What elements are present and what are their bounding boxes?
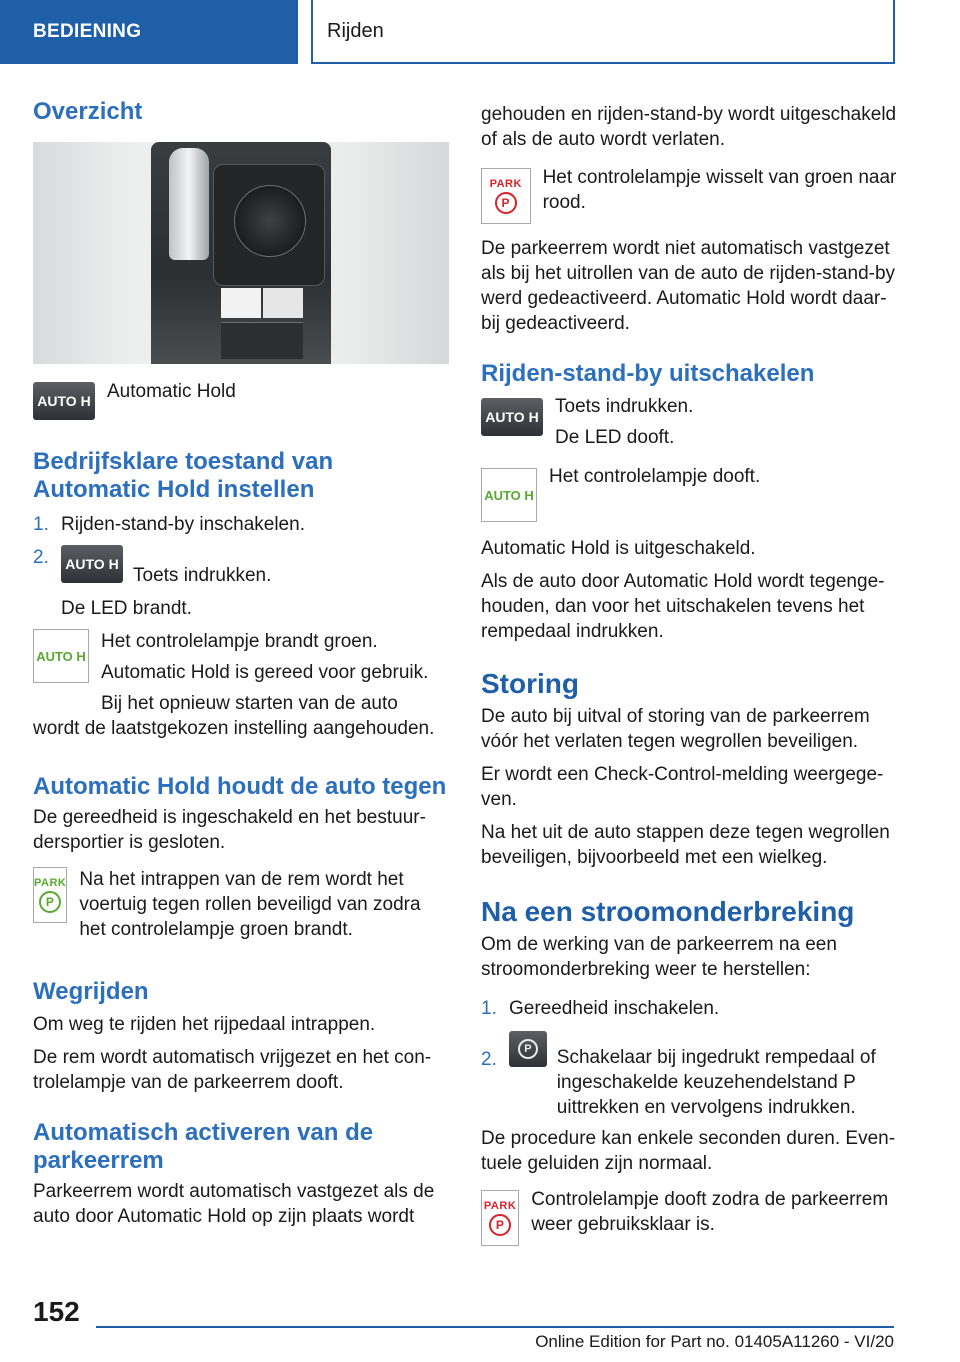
- gear-console-photo: [33, 142, 449, 364]
- auto-h-button-icon: AUTO H: [33, 382, 95, 420]
- section-heading-hold: Automatic Hold houdt de auto tegen: [33, 773, 447, 800]
- section-heading-power-interruption: Na een stroomonderbreking: [481, 896, 855, 927]
- section-heading-setup: Bedrijfsklare toestand van Automatic Hold instellen: [33, 448, 334, 503]
- section-tab: BEDIENING: [0, 0, 298, 64]
- edition-footer: Online Edition for Part no. 01405A11260 - VI/20: [535, 1332, 894, 1351]
- park-indicator-red-icon: PARK P: [481, 1190, 519, 1246]
- section-heading-standby-off: Rijden-stand-by uitschakelen: [481, 360, 815, 387]
- auto-h-button-icon: AUTO H: [61, 545, 123, 583]
- auto-h-indicator-green-icon: AUTO H: [481, 468, 537, 522]
- right-column: gehouden en rijden-stand-by wordt uitgeschakeld of als de auto wordt verlaten. PARK P Het controlelampje wisselt van groen naar rood. De parkeerrem wordt niet automatisch vastgezet als bij het uitrollen van de auto de rijden-stand-by werd gedeactiveerd. Automatic Hold wordt daarbij gedeactiveerd. Rijden-stand-by uitschakelen AUTO H Toets indrukken. De LED dooft. AUTO H Het controlelampje dooft. Automatic Hold is uitgeschakeld. Als de auto door Automatic Hold wordt tegengehouden, dan voor het uitschakelen tevens het rempedaal indrukken. Storing De auto bij uitval of storing van de parkeerrem vóór het verlaten tegen wegrollen beveiligen. Er wordt een Check-Control-melding weergegeven. Na het uit de auto stappen deze tegen wegrollen beveiligen, bijvoorbeeld met een wielkeg. Na een stroomonderbreking Om de werking van de parkeerrem na een stroomonderbreking weer te herstellen: 1. Gereedheid inschakelen. 2. P Schakelaar bij ingedrukt rempedaal of ingeschakelde keuzehendelstand P uittrekken en vervolgens indrukken. De procedure kan enkele seconden duren. Eventuele geluiden zijn normaal. PARK P Controlelampje dooft zodra de parkeerrem weer gebruiksklaar is.: [481, 98, 897, 1246]
- controller-dial-illustration: [234, 185, 306, 257]
- page-number: 152: [33, 1296, 80, 1327]
- parking-brake-switch-icon: P: [509, 1031, 547, 1067]
- auto-h-button-icon: AUTO H: [481, 398, 543, 436]
- section-heading-fault: Storing: [481, 668, 579, 699]
- gear-selector-illustration: [169, 148, 209, 260]
- list-item: 1. Rijden-stand-by inschakelen.: [33, 514, 305, 535]
- auto-h-indicator-green-icon: AUTO H: [33, 629, 89, 683]
- park-indicator-green-icon: PARK P: [33, 867, 67, 923]
- left-column: Overzicht AUTO H Automatic Hold Bedrijfsklare toestand van Automatic Hold instellen 1. Rijden-stand-by inschakelen. 2. AUTO H Toets indrukken. De LED brandt. AUTO H Het controlelampje brandt groen. Automatic Hold is gereed voor gebruik. Bij het opnieuw starten van de auto wordt de laatstgekozen instelling aangehouden. Automatic Hold houdt de auto tegen De gereedheid is ingeschakeld en het bestuurdersportier is gesloten. PARK P Na het intrappen van de rem wordt het voertuig tegen rollen beveiligd van zodra het controlelampje groen brandt. Wegrijden Om weg te rijden het rijpedaal intrappen. De rem wordt automatisch vrijgezet en het controlelampje van de parkeerrem dooft. Automatisch activeren van de parkeerrem Parkeerrem wordt automatisch vastgezet als de auto door Automatic Hold op zijn plaats wordt: [33, 98, 449, 1229]
- list-item: 2. AUTO H Toets indrukken.: [33, 547, 272, 586]
- overview-heading: Overzicht: [33, 98, 143, 125]
- section-heading-drive-off: Wegrijden: [33, 978, 149, 1005]
- list-item: 2. P Schakelaar bij ingedrukt rempedaal of ingeschakelde keuzehendelstand P uittrekken en vervolgens indrukken.: [481, 1031, 897, 1120]
- park-indicator-red-icon: PARK P: [481, 168, 531, 224]
- footer-divider: [96, 1326, 894, 1328]
- section-heading-auto-activate: Automatisch activeren van de parkeerrem: [33, 1119, 374, 1174]
- list-item: 1. Gereedheid inschakelen.: [481, 998, 720, 1019]
- auto-hold-caption: Automatic Hold: [107, 381, 236, 402]
- chapter-title: Rijden: [311, 0, 895, 64]
